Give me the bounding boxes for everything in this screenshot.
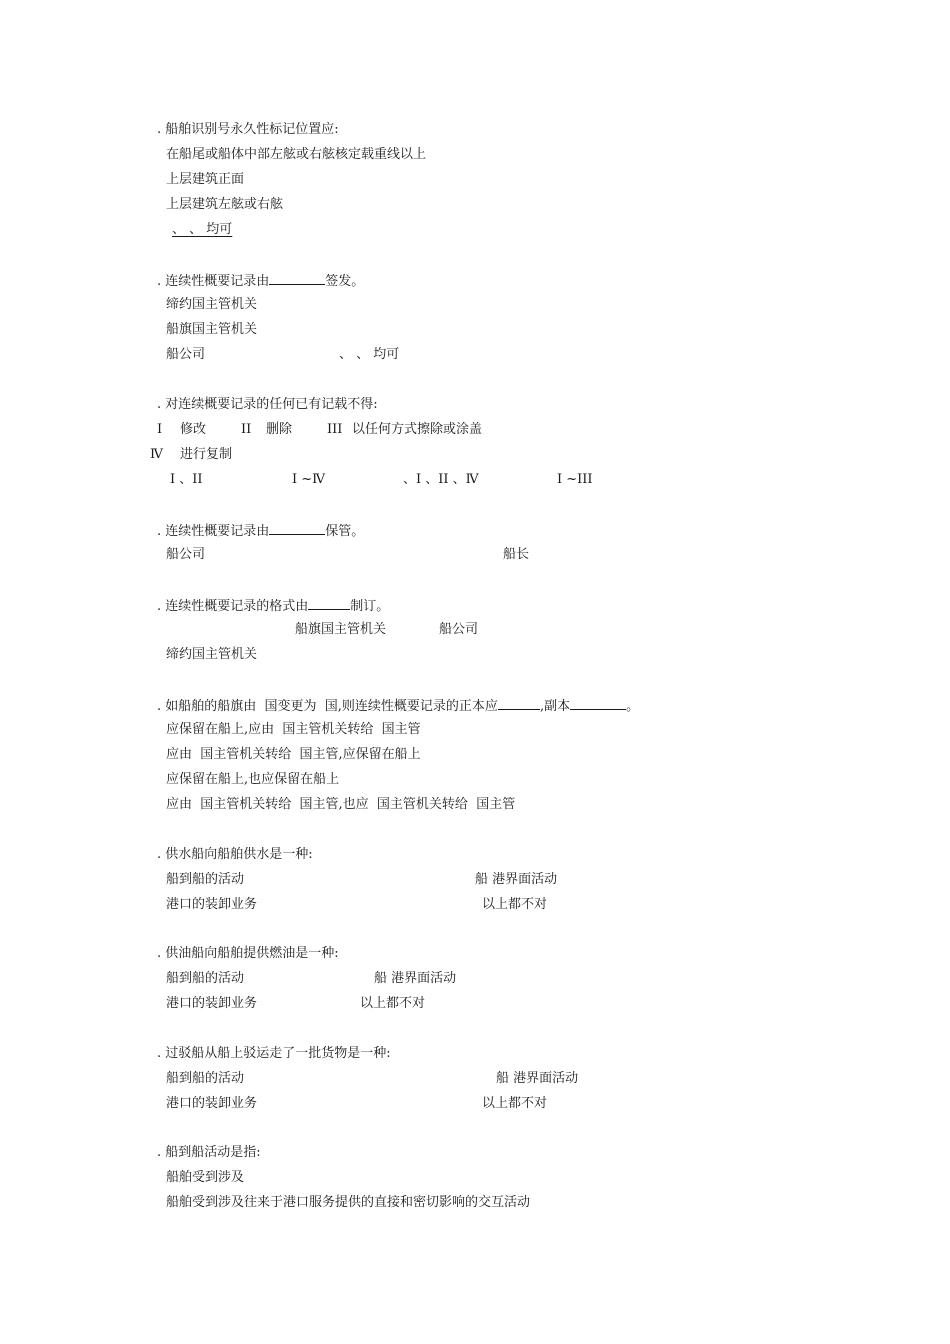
answer-blank	[269, 272, 325, 285]
option-d: 应由 国主管机关转给 国主管,也应 国主管机关转给 国主管	[166, 797, 516, 812]
option-b: 船 港界面活动	[496, 1071, 579, 1086]
question-stem	[157, 597, 389, 615]
option-a: 在船尾或船体中部左舷或右舷核定载重线以上	[166, 147, 427, 162]
option-c: 港口的装卸业务	[166, 1096, 258, 1111]
option-b: 船 港界面活动	[374, 971, 457, 986]
stem-text-a: . 连续性概要记录由	[157, 274, 270, 289]
item-text: 以任何方式擦除或涂盖	[352, 422, 483, 437]
question-stem: . 船到船活动是指:	[157, 1145, 261, 1160]
answer-blank	[498, 697, 540, 710]
option-b: 应由 国主管机关转给 国主管,应保留在船上	[166, 747, 421, 762]
question-stem: . 船舶识别号永久性标记位置应:	[157, 122, 339, 137]
stem-text-b: 制订。	[350, 599, 390, 614]
option-b: 上层建筑正面	[166, 172, 245, 187]
option-b: 船舶受到涉及往来于港口服务提供的直接和密切影响的交互活动	[166, 1195, 531, 1210]
question-stem: . 供水船向船舶供水是一种:	[157, 847, 313, 862]
option-c: 上层建筑左舷或右舷	[166, 197, 284, 212]
option-d: 、 、 均可	[172, 222, 233, 237]
stem-text-b: ,副本	[539, 699, 571, 714]
answer-blank	[269, 522, 325, 535]
option-a: 船旗国主管机关	[295, 622, 387, 637]
item-text: 修改	[180, 422, 207, 437]
item-marker: II	[241, 422, 252, 437]
option-a: 船舶受到涉及	[166, 1170, 245, 1185]
question-stem: . 对连续概要记录的任何已有记载不得:	[157, 397, 378, 412]
stem-text-b: 保管。	[325, 524, 365, 539]
option-a: 船到船的活动	[166, 872, 245, 887]
stem-text-a: . 连续性概要记录的格式由	[157, 599, 309, 614]
option-b: 船旗国主管机关	[166, 322, 258, 337]
option-b: 船长	[503, 547, 530, 562]
question-stem	[157, 522, 364, 540]
option-d: 以上都不对	[482, 1096, 548, 1111]
option-b: 船 港界面活动	[475, 872, 558, 887]
option-d: 以上都不对	[482, 897, 548, 912]
option-a: 缔约国主管机关	[166, 297, 258, 312]
item-text: 进行复制	[180, 447, 233, 462]
option-a: 船到船的活动	[166, 971, 245, 986]
stem-text-a: . 如船舶的船旗由 国变更为 国,则连续性概要记录的正本应	[157, 699, 498, 714]
option-d: 、 、 均可	[339, 347, 400, 362]
stem-text-a: . 连续性概要记录由	[157, 524, 270, 539]
item-marker: Ⅳ	[150, 447, 163, 462]
question-stem: . 过驳船从船上驳运走了一批货物是一种:	[157, 1046, 391, 1061]
option-c: 船公司	[166, 347, 206, 362]
option-a: 船到船的活动	[166, 1071, 245, 1086]
stem-text-b: 签发。	[325, 274, 365, 289]
item-marker: III	[327, 422, 343, 437]
option-b: 船公司	[439, 622, 479, 637]
option-c: 港口的装卸业务	[166, 897, 258, 912]
option-d: I ~III	[557, 472, 593, 487]
option-a: I 、II	[170, 472, 203, 487]
option-c: 应保留在船上,也应保留在船上	[166, 772, 340, 787]
option-c: 、I 、II 、Ⅳ	[403, 472, 479, 487]
answer-blank	[308, 597, 350, 610]
question-stem: . 供油船向船舶提供燃油是一种:	[157, 946, 339, 961]
option-c: 缔约国主管机关	[166, 647, 258, 662]
item-marker: I	[157, 422, 163, 437]
stem-text-c: 。	[626, 699, 640, 714]
item-text: 删除	[266, 422, 293, 437]
option-d: 以上都不对	[360, 996, 426, 1011]
question-stem	[157, 272, 364, 290]
answer-blank	[570, 697, 626, 710]
option-a: 船公司	[166, 547, 206, 562]
option-c: 港口的装卸业务	[166, 996, 258, 1011]
option-a: 应保留在船上,应由 国主管机关转给 国主管	[166, 722, 421, 737]
option-b: I ~Ⅳ	[292, 472, 326, 487]
question-stem	[157, 697, 639, 715]
